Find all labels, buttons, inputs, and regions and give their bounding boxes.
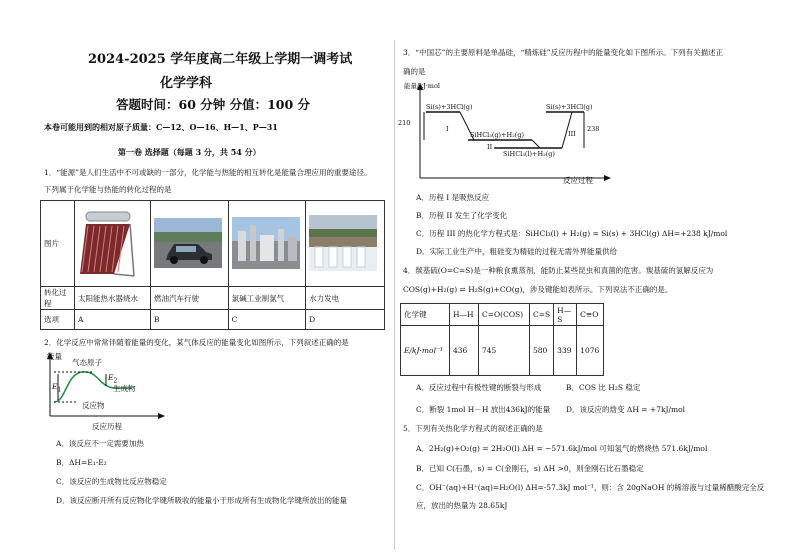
option-c[interactable]: C <box>228 310 306 330</box>
process-d: 水力发电 <box>306 287 385 310</box>
q4-val-hs: 339 <box>554 326 577 376</box>
hydropower-dam-image <box>309 215 377 271</box>
q4-bond-table <box>400 303 604 376</box>
q2-option-d[interactable]: D．该反应断开所有反应物化学键所吸收的能量小于形成所有生成物化学键所放出的能量 <box>56 496 348 505</box>
process-b: 燃油汽车行驶 <box>151 287 229 310</box>
q4-val-cs: 580 <box>530 326 554 376</box>
q3-val-right: 238 <box>587 125 600 133</box>
q2-option-c[interactable]: C．该反应的生成物比反应物稳定 <box>56 477 167 486</box>
column-divider <box>394 40 395 550</box>
q3-left-top: Si(s)+3HCl(g) <box>426 103 473 111</box>
q4-head-1: H—H <box>450 304 479 326</box>
q3-option-d[interactable]: D．实际工业生产中，粗硅变为精硅的过程无需外界能量供给 <box>416 247 618 256</box>
image-cell-a <box>74 201 150 287</box>
q4-val-co-cos: 745 <box>479 326 530 376</box>
option-b[interactable]: B <box>151 310 229 330</box>
q5-option-a[interactable]: A．2H₂(g)+O₂(g) = 2H₂O(l) ΔH = −571.6kJ/mol 可知氢气的燃烧热 571.6kJ/mol <box>416 444 708 453</box>
q2-reactant-label: 反应物 <box>82 401 105 410</box>
q3-val-left: 210 <box>398 119 411 127</box>
process-a: 太阳能热水器烧水 <box>74 287 150 310</box>
q4-option-a[interactable]: A．反应过程中有极性键的断裂与形成 <box>416 383 542 392</box>
q2-peak-label: 气态原子 <box>72 358 102 367</box>
q2-option-b[interactable]: B．ΔH=E₁-E₂ <box>56 458 107 467</box>
q3-step1: I <box>446 125 449 133</box>
section-title: 第一卷 选择题（每题 3 分，共 54 分） <box>118 147 261 157</box>
q2-energy-diagram <box>42 350 172 432</box>
q2-e1-label: $E_1$ <box>52 382 62 394</box>
exam-title: 2024-2025 学年度高二年级上学期一调考试 <box>88 52 353 67</box>
option-d[interactable]: D <box>306 310 385 330</box>
subject-title: 化学学科 <box>160 76 213 91</box>
row-label-process: 转化过程 <box>41 287 75 310</box>
q4-head-2: C=O(COS) <box>479 304 530 326</box>
solar-heater-image <box>78 204 142 282</box>
q1-table <box>40 200 385 330</box>
q3-right-top: Si(s)+3HCl(g) <box>546 103 593 111</box>
q4-stem-line1: 4．羰基硫(O=C=S)是一种粮食熏蒸剂，能防止某些昆虫和真菌的危害。羰基硫的氢解反应为 <box>403 266 714 275</box>
process-c: 氯碱工业制氯气 <box>228 287 306 310</box>
q4-option-b[interactable]: B．COS 比 H₂S 稳定 <box>566 383 641 392</box>
q4-val-hh: 436 <box>450 326 479 376</box>
q2-option-a[interactable]: A．该反应不一定需要加热 <box>56 439 144 448</box>
q3-y-label: 能量/kJ·mol <box>404 82 440 90</box>
q2-product-label: 生成物 <box>113 384 136 393</box>
q3-stem-line1: 3．“中国芯”的主要原料是单晶硅，“精炼硅”反应历程中的能量变化如下图所示。下列有关描述正 <box>403 48 724 57</box>
atomic-masses: 本卷可能用到的相对原子质量：C—12、O—16、H—1、P—31 <box>44 122 278 132</box>
q3-option-a[interactable]: A．历程 I 是吸热反应 <box>416 193 490 202</box>
q3-step2: II <box>487 143 493 151</box>
q4-head-5: C≡O <box>577 304 604 326</box>
q2-stem: 2．化学反应中常常伴随着能量的变化，某气体反应的能量变化如图所示，下列叙述正确的是 <box>44 338 349 347</box>
image-cell-d <box>306 201 385 287</box>
q2-x-label: 反应历程 <box>92 422 122 431</box>
q1-stem-line2: 下列属于化学能与热能的转化过程的是 <box>44 185 172 194</box>
q3-x-label: 反应过程 <box>563 176 593 185</box>
q4-head-0: 化学键 <box>401 304 450 326</box>
q4-option-d[interactable]: D．该反应的焓变 ΔH = +7kJ/mol <box>566 405 686 414</box>
q3-mid2: SiHCl₃(l)+H₂(g) <box>503 150 555 158</box>
q3-step3: III <box>568 130 576 138</box>
q3-option-b[interactable]: B．历程 II 发生了化学变化 <box>416 211 508 220</box>
q2-e2-label: $E_2$ <box>108 373 118 385</box>
chlor-alkali-plant-image <box>232 217 300 269</box>
q5-option-c[interactable]: C．OH⁻(aq)+H⁺(aq)=H₂O(l) ΔH=-57.3kJ mol⁻¹，则：含 20gNaOH 的稀溶液与过量稀醋酸完全反 <box>416 483 765 492</box>
q4-val-co-triple: 1076 <box>577 326 604 376</box>
q4-stem-line2: COS(g)+H₂(g) ⇌ H₂S(g)+CO(g)，涉及键能如表所示。下列说法不正确的是。 <box>403 285 673 294</box>
car-image <box>154 218 222 268</box>
q4-head-3: C=S <box>530 304 554 326</box>
q3-mid1: SiHCl₃(g)+H₂(g) <box>470 131 525 139</box>
option-a[interactable]: A <box>74 310 150 330</box>
q5-option-b[interactable]: B．已知 C(石墨，s) = C(金刚石，s) ΔH >0，则金刚石比石墨稳定 <box>416 464 644 473</box>
time-score: 答题时间：60 分钟 分值：100 分 <box>116 97 311 112</box>
image-cell-c <box>228 201 306 287</box>
q3-stem-line2: 确的是 <box>403 67 426 76</box>
image-cell-b <box>151 201 229 287</box>
q4-row-label: E/kJ·mol⁻¹ <box>401 326 450 376</box>
row-label-image: 图片 <box>41 201 75 287</box>
q5-stem: 5．下列有关热化学方程式的叙述正确的是 <box>403 424 543 433</box>
q5-option-c-cont: 应，放出的热量为 28.65kJ <box>416 501 508 510</box>
q3-option-c[interactable]: C．历程 III 的热化学方程式是：SiHCl₃(l) + H₂(g) = Si(s) + 3HCl(g) ΔH=+238 kJ/mol <box>416 229 728 238</box>
q4-head-4: H—S <box>554 304 577 326</box>
q2-y-label: 能量 <box>47 352 62 361</box>
q4-option-c[interactable]: C．断裂 1mol H－H 放出436kJ的能量 <box>416 405 551 414</box>
q1-stem-line1: 1．“能源”是人们生活中不可或缺的一部分，化学能与热能的相互转化是能量合理应用的重要途径。 <box>44 168 372 177</box>
row-label-option: 选项 <box>41 310 75 330</box>
